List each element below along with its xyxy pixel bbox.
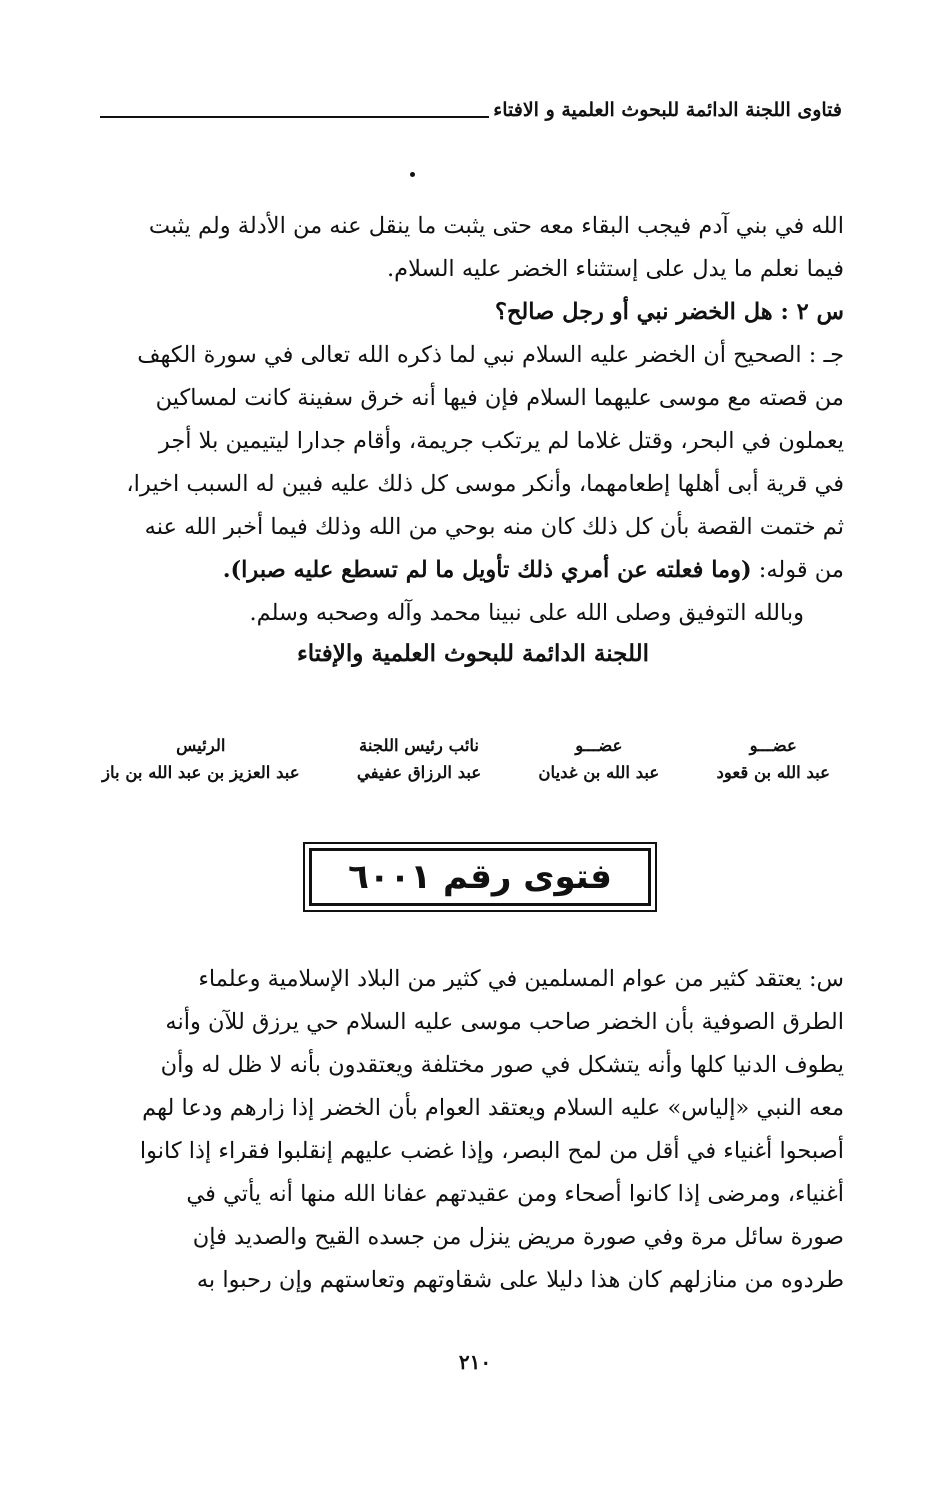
signature-member-1 (716, 736, 830, 782)
signature-chair (102, 736, 300, 782)
signature-name: عبد الرزاق عفيفي (356, 763, 482, 782)
signature-role: نائب رئيس اللجنة (359, 736, 480, 755)
running-header (100, 96, 842, 124)
text-line: صورة سائل مرة وفي صورة مريض ينزل من جسده القيح والصديد فإن (192, 1224, 844, 1250)
quran-quote-line (102, 549, 844, 592)
closing-line: وبالله التوفيق وصلى الله على نبينا محمد وآله وصحبه وسلم. (249, 600, 804, 626)
signature-vice-chair (357, 736, 481, 782)
signature-name: عبد الله بن غديان (538, 763, 660, 782)
fatwa-number-box (303, 842, 657, 912)
signature-role: عضـــو (749, 736, 797, 755)
text-line: الطرق الصوفية بأن الخضر صاحب موسى عليه السلام حي يرزق للآن وأنه (165, 1009, 844, 1035)
text-line: أصبحوا أغنياء في أقل من لمح البصر، وإذا غضب عليهم إنقلبوا فقراء إذا كانوا (139, 1138, 844, 1164)
text-line: يطوف الدنيا كلها وأنه يتشكل في صور مختلفة ويعتقدون بأنه لا ظل له وأن (160, 1052, 844, 1078)
committee-title: اللجنة الدائمة للبحوث العلمية والإفتاء (296, 640, 650, 667)
text-line: الله في بني آدم فيجب البقاء معه حتى يثبت ما ينقل عنه من الأدلة ولم يثبت (148, 213, 844, 239)
quran-quote: (وما فعلته عن أمري ذلك تأويل ما لم تسطع عليه صبرا). (222, 557, 752, 583)
answer-line: في قرية أبى أهلها إطعامهما، وأنكر موسى كل ذلك عليه فبين له السبب اخيرا، (126, 471, 844, 497)
answer-line: من قصته مع موسى عليهما السلام فإن فيها أنه خرق سفينة كانت لمساكين (155, 385, 844, 411)
signature-name: عبد الله بن قعود (716, 763, 830, 782)
text-line: أغنياء، ومرضى إذا كانوا أصحاء ومن عقيدتهم عفانا الله منها أنه يأتي في (186, 1181, 844, 1207)
text-line: طردوه من منازلهم كان هذا دليلا على شقاوتهم وتعاستهم وإن رحبوا به (196, 1267, 844, 1293)
signature-member-2 (538, 736, 659, 782)
text-line: س: يعتقد كثير من عوام المسلمين في كثير من البلاد الإسلامية وعلماء (198, 966, 844, 992)
signature-role: عضـــو (575, 736, 623, 755)
fatwa-question (102, 958, 844, 1302)
stray-dot (410, 172, 415, 177)
answer-line: ثم ختمت القصة بأن كل ذلك كان منه بوحي من الله وذلك فيما أخبر الله عنه (144, 514, 844, 540)
header-rule (100, 116, 489, 118)
answer-line: يعملون في البحر، وقتل غلاما لم يرتكب جريمة، وأقام جدارا ليتيمين بلا أجر (158, 428, 844, 454)
running-header-title: فتاوى اللجنة الدائمة للبحوث العلمية و الافتاء (493, 99, 842, 121)
fatwa-continuation (102, 205, 844, 635)
text-line: فيما نعلم ما يدل على إستثناء الخضر عليه السلام. (387, 256, 844, 282)
text-line: معه النبي «إلياس» عليه السلام ويعتقد العوام بأن الخضر إذا زارهم ودعا لهم (142, 1095, 844, 1121)
fatwa-number-title: فتوى رقم ٦٠٠١ (348, 857, 612, 897)
question-2: س ٢ : هل الخضر نبي أو رجل صالح؟ (494, 299, 844, 325)
page-number: ٢١٠ (458, 1350, 492, 1374)
signatures (102, 736, 830, 782)
signature-name: عبد العزيز بن عبد الله بن باز (102, 763, 300, 782)
answer-line: جـ : الصحيح أن الخضر عليه السلام نبي لما ذكره الله تعالى في سورة الكهف (137, 342, 844, 368)
signature-role: الرئيس (176, 736, 226, 755)
quote-lead: من قوله: (751, 557, 844, 583)
